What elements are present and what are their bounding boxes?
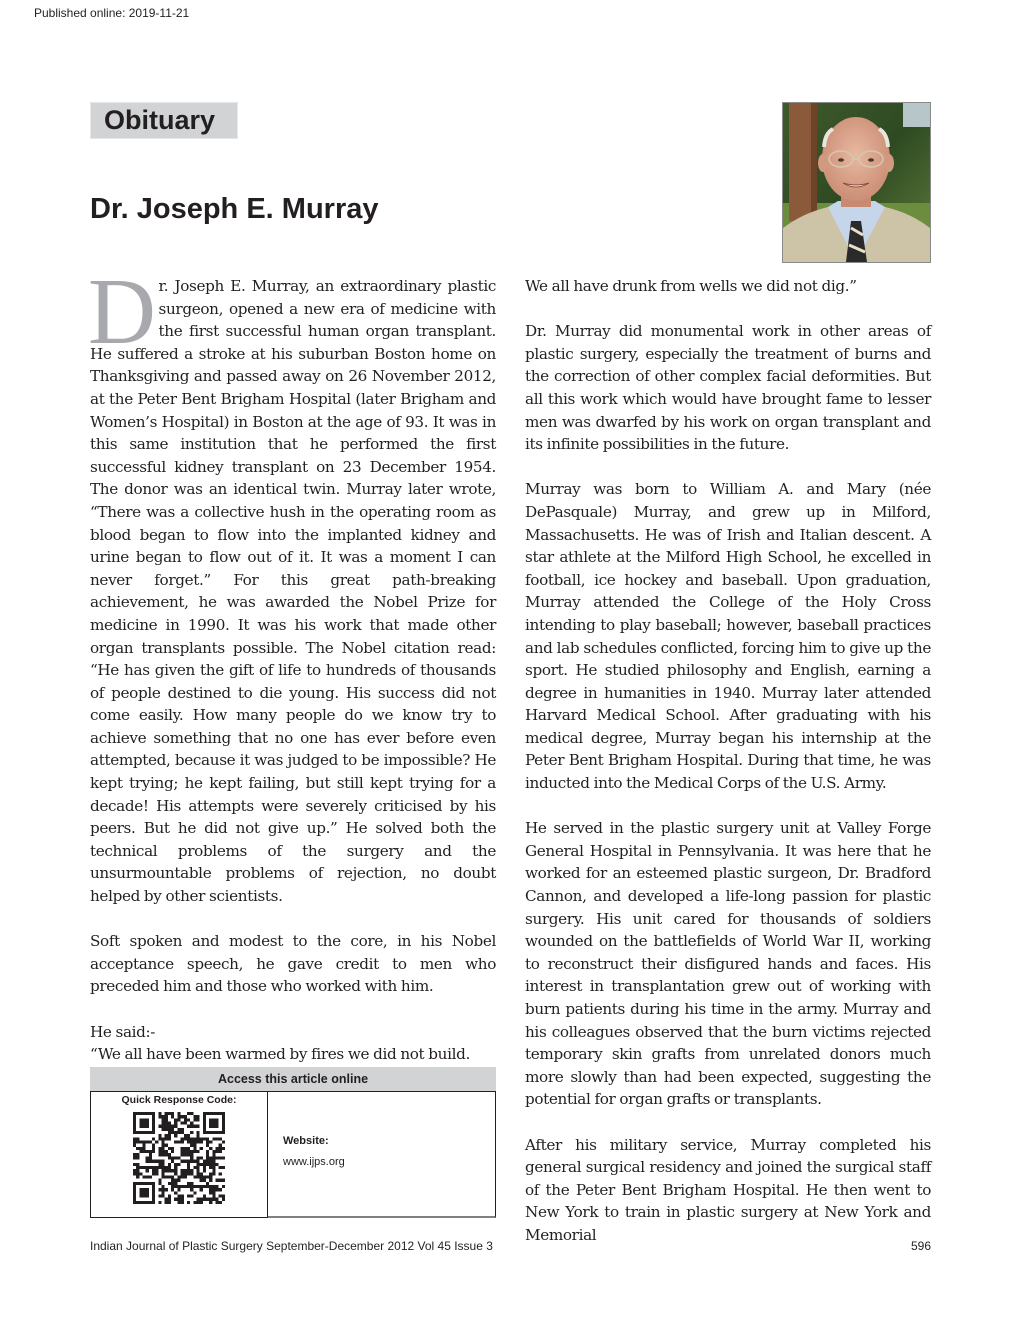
body-paragraph: After his military service, Murray completed his general surgical residency and joined the surgical staff of the Peter Bent Brigham Hospital. He then went to New York to train in plastic surgery at New York and Memorial [525, 1135, 931, 1244]
access-article-box [90, 1067, 496, 1217]
access-box-header: Access this article online [90, 1067, 496, 1092]
dropcap-letter: D [88, 260, 156, 364]
website-link[interactable]: www.ijps.org [283, 1156, 345, 1168]
page-footer [90, 1239, 931, 1253]
intro-text: r. Joseph E. Murray, an extraordinary plastic surgeon, opened a new era of medicine with the first successful human organ transplant. He suffered a stroke at his suburban Boston home on Thanksgiving and passed away on 26 November 2012, at the Peter Bent Brigham Hospital (later Brigham and Women’s Hospital) in Boston at the age of 93. It was in this same institution that he performed the first successful kidney transplant on 23 December 1954. The donor was an identical twin. Murray later wrote, “There was a collective hush in the operating room as blood began to flow into the implanted kidney and urine began to flow out of it. It was a moment I can never forget.” For this great path-breaking achievement, he was awarded the Nobel Prize for medicine in 1990. It was his work that made other organ transplants possible. The Nobel citation read: “He has given the gift of life to hundreds of thousands of people destined to die young. His success did not come easily. How many people do we know try to achieve something that no one has ever before even attempted, because it was judged to be impossible? He kept trying; he kept failing, but still kept trying for a decade! His attempts were severely criticised by his peers. But he did not give up.” He solved both the technical problems of the surgery and the unsurmountable problems of rejection, no doubt helped by other scientists. [90, 277, 496, 906]
article-title: Dr. Joseph E. Murray [90, 193, 379, 225]
portrait-image [783, 103, 930, 262]
published-date: Published online: 2019-11-21 [34, 6, 190, 20]
body-paragraph: Dr. Murray did monumental work in other areas of plastic surgery, especially the treatment of burns and the correction of other complex facial deformities. But all this work which would have brought fame to lesser men was dwarfed by his work on organ transplant and its infinite possibilities in the future. [525, 322, 931, 454]
qr-code-icon[interactable] [91, 1112, 267, 1209]
right-column [525, 275, 931, 1269]
left-column [88, 260, 496, 1088]
body-paragraph: Soft spoken and modest to the core, in his Nobel acceptance speech, he gave credit to men who preceded him and those who worked with him. [90, 932, 496, 996]
website-cell [268, 1092, 496, 1218]
journal-citation: Indian Journal of Plastic Surgery September-December 2012 Vol 45 Issue 3 [90, 1239, 493, 1253]
access-box-body [90, 1092, 496, 1218]
body-paragraph: He said:- [90, 1022, 156, 1041]
quote-line: “We all have been warmed by fires we did not build. [90, 1045, 470, 1064]
qr-label: Quick Response Code: [121, 1094, 237, 1106]
body-paragraph: He served in the plastic surgery unit at Valley Forge General Hospital in Pennsylvania. It was here that he worked for an esteemed plastic surgeon, Dr. Bradford Cannon, and developed a life-long passion for plastic surgery. His unit cared for thousands of soldiers wounded on the battlefields of World War II, working to reconstruct their disfigured hands and faces. His interest in transplantation grew out of working with burn patients during his time in the army. Murray and his colleagues observed that the burn victims rejected temporary skin grafts from unrelated donors much more slowly than had been expected, suggesting the potential for organ grafts or transplants. [525, 819, 931, 1109]
quote-line: We all have drunk from wells we did not dig.” [525, 277, 857, 295]
section-label: Obituary [90, 102, 238, 139]
page-number: 596 [910, 1239, 931, 1253]
portrait-photo [782, 102, 931, 263]
body-paragraph: Murray was born to William A. and Mary (née DePasquale) Murray, and grew up in Milford, Massachusetts. He was of Irish and Italian descent. A star athlete at the Milford High School, he excelled in football, ice hockey and baseball. Upon graduation, Murray attended the College of the Holy Cross intending to play baseball; however, baseball practices and lab schedules conflicted, forcing him to give up the sport. He studied philosophy and English, earning a degree in humanities in 1940. Murray later attended Harvard Medical School. After graduating with his medical degree, Murray began his internship at the Peter Bent Brigham Hospital. During that time, he was inducted into the Medical Corps of the U.S. Army. [525, 480, 931, 793]
website-label: Website: [283, 1135, 329, 1147]
intro-paragraph [88, 260, 496, 908]
qr-cell [90, 1092, 268, 1218]
